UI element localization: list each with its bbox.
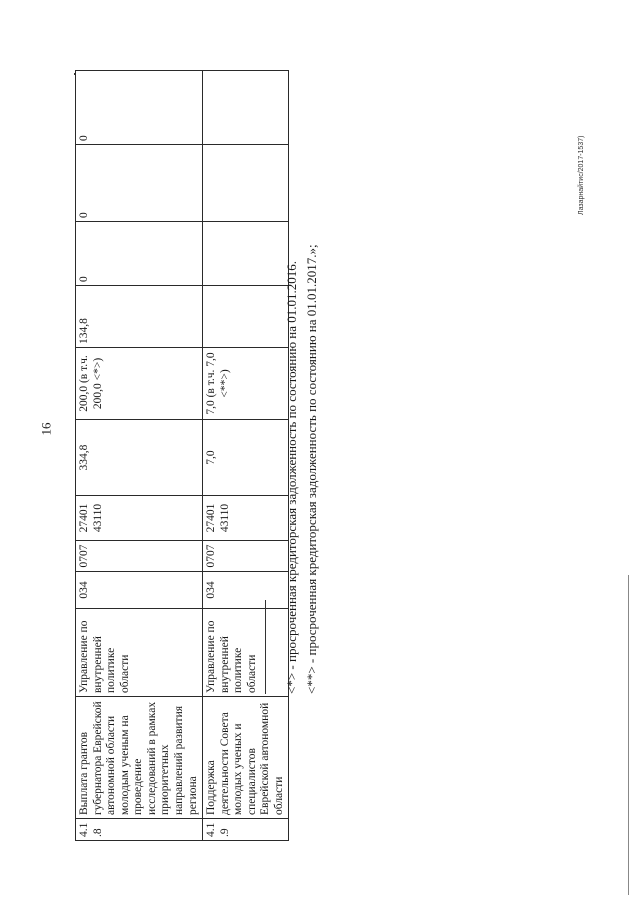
footnote-separator	[265, 600, 266, 694]
cell-rzpr: 0707	[76, 541, 203, 572]
footnote-1: <*> - просроченная кредиторская задолженность по состоянию на 01.01.2016.	[284, 260, 299, 694]
cell-year-5: 0	[76, 71, 203, 145]
cell-code: 4.1.9	[203, 819, 289, 841]
program-table	[75, 70, 289, 841]
table-row	[76, 71, 203, 841]
cell-year-2	[203, 286, 289, 348]
cell-name: Выплата грантов губернатора Еврейской автономной области молодым ученым на проведение исследований в рамках приоритетных направлений развития региона	[76, 697, 203, 819]
footnote-2: <**> - просроченная кредиторская задолженность по состоянию на 01.01.2017.»;	[304, 244, 319, 694]
cell-total: 334,8	[76, 420, 203, 496]
cell-rzpr: 0707	[203, 541, 289, 572]
cell-year-4	[203, 145, 289, 222]
page-number: 16	[38, 422, 54, 436]
cell-year-3	[203, 222, 289, 286]
document-watermark: Лазарнайтис/2017-1537)	[578, 135, 585, 215]
cell-csr: 27401 43110	[76, 496, 203, 541]
cell-grbs: 034	[76, 572, 203, 609]
scan-edge-line	[628, 575, 629, 895]
cell-grbs: 034	[203, 572, 289, 609]
cell-year-3: 0	[76, 222, 203, 286]
cell-executor: Управление по внутренней политике области	[203, 609, 289, 697]
table-row	[203, 71, 289, 841]
cell-year-1: 200,0 (в т.ч. 200,0 <*>)	[76, 348, 203, 420]
cell-year-2: 134,8	[76, 286, 203, 348]
cell-year-4: 0	[76, 145, 203, 222]
cell-year-5	[203, 71, 289, 145]
cell-executor: Управление по внутренней политике области	[76, 609, 203, 697]
cell-name: Поддержка деятельности Совета молодых ученых и специалистов Еврейской автономной области	[203, 697, 289, 819]
cell-year-1: 7,0 (в т.ч. 7,0 <**>)	[203, 348, 289, 420]
cell-csr: 27401 43110	[203, 496, 289, 541]
cell-code: 4.1.8	[76, 819, 203, 841]
cell-total: 7,0	[203, 420, 289, 496]
